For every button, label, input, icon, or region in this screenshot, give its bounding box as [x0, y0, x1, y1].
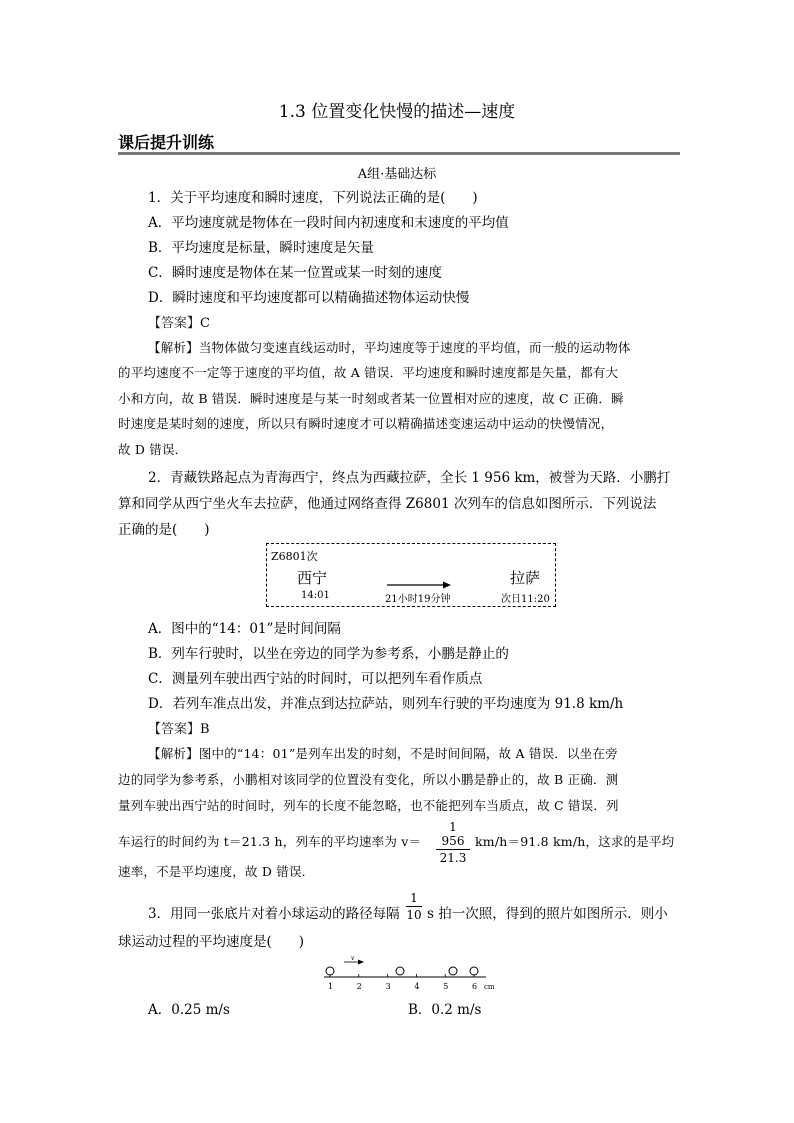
q2-answer-tag: 【答案】 — [148, 722, 201, 737]
q2-analysis-tag: 【解析】 — [148, 746, 199, 761]
q3-option-a: A．0.25 m/s — [148, 1002, 230, 1018]
q1-analysis-tag: 【解析】 — [148, 340, 199, 355]
ruler-tick-label: 6 — [472, 982, 478, 991]
ruler-unit: cm — [484, 983, 495, 991]
q1-option-a: A．平均速度就是物体在一段时间内初速度和末速度的平均值 — [148, 215, 509, 231]
departure-station: 西宁 — [297, 569, 328, 587]
q2-analysis-line-4-post: km/h＝91.8 km/h，这求的是平均 — [475, 834, 675, 849]
ball-photo-figure — [318, 956, 498, 996]
heading-divider — [118, 152, 680, 155]
q1-answer — [148, 312, 210, 331]
departure-time: 14:01 — [301, 590, 330, 601]
speed-fraction-denominator: 21.3 — [439, 851, 467, 865]
arrival-time: 次日11:20 — [501, 594, 550, 605]
q3-stem-line-2: 球运动过程的平均速度是( ) — [118, 934, 305, 950]
q3-option-b: B．0.2 m/s — [408, 1002, 482, 1018]
q1-stem: 1．关于平均速度和瞬时速度，下列说法正确的是( ) — [148, 190, 478, 206]
train-info-figure — [266, 543, 556, 607]
ruler-tick-label: 4 — [414, 982, 420, 991]
arrival-station: 拉萨 — [510, 569, 541, 587]
speed-fraction-numerator: 1 956 — [441, 820, 465, 848]
ball-position-4 — [470, 967, 478, 975]
section-heading: 课后提升训练 — [118, 133, 215, 152]
q2-analysis-line-4-pre: 车运行的时间约为 t＝21.3 h，列车的平均速率为 v＝ — [118, 834, 422, 849]
speed-fraction — [436, 820, 470, 865]
q1-answer-tag: 【答案】 — [148, 316, 201, 331]
interval-fraction — [406, 891, 422, 922]
q2-option-a: A．图中的“14：01”是时间间隔 — [148, 621, 341, 637]
velocity-label: v — [351, 956, 355, 962]
q1-answer-value: C — [200, 316, 210, 331]
page-title: 1.3 位置变化快慢的描述—速度 — [278, 102, 516, 122]
q1-analysis-line-1: 【解析】当物体做匀变速直线运动时，平均速度等于速度的平均值，而一般的运动物体 — [148, 340, 631, 355]
q2-stem-line-3: 正确的是( ) — [118, 522, 210, 538]
interval-fraction-denominator: 10 — [406, 908, 422, 922]
q2-analysis-line-5: 速率，不是平均速度，故 D 错误． — [118, 864, 315, 879]
q2-answer-value: B — [200, 722, 210, 737]
q3-stem-post: s 拍一次照，得到的照片如图所示．则小 — [427, 906, 668, 922]
q1-analysis-line-5: 故 D 错误． — [118, 442, 188, 457]
q2-answer — [148, 718, 210, 737]
q1-option-c: C．瞬时速度是物体在某一位置或某一时刻的速度 — [148, 265, 442, 281]
q2-option-b: B．列车行驶时，以坐在旁边的同学为参考系，小鹏是静止的 — [148, 646, 509, 662]
ruler-tick-label: 5 — [443, 982, 449, 991]
travel-arrow-icon — [387, 580, 451, 590]
interval-fraction-numerator: 1 — [410, 891, 418, 905]
q2-analysis-line-2: 边的同学为参考系，小鹏相对该同学的位置没有变化，所以小鹏是静止的，故 B 正确．测 — [118, 772, 619, 787]
ball-position-1 — [326, 967, 334, 975]
q2-analysis-line-3: 量列车驶出西宁站的时间时，列车的长度不能忽略，也不能把列车当质点，故 C 错误．列 — [118, 798, 619, 813]
ruler-tick-label: 3 — [385, 982, 391, 991]
group-heading: A组·基础达标 — [357, 167, 437, 182]
q2-stem-line-1: 2．青藏铁路起点为青海西宁，终点为西藏拉萨，全长 1 956 km，被誉为天路．小鹏打 — [148, 470, 671, 486]
q1-analysis-line-3: 小和方向，故 B 错误．瞬时速度是与某一时刻或者某一位置相对应的速度，故 C 正确．瞬 — [118, 391, 624, 406]
ball-position-2 — [396, 967, 404, 975]
q1-option-b: B．平均速度是标量，瞬时速度是矢量 — [148, 240, 374, 256]
q3-stem-pre: 3．用同一张底片对着小球运动的路径每隔 — [148, 906, 400, 922]
velocity-arrowhead — [358, 960, 364, 965]
travel-duration: 21小时19分钟 — [385, 594, 451, 605]
q1-analysis-line-4: 时速度是某时刻的速度，所以只有瞬时速度才可以精确描述变速运动中运动的快慢情况， — [118, 416, 614, 431]
ruler-tick-label: 1 — [328, 982, 334, 991]
q1-analysis-line-2: 的平均速度不一定等于速度的平均值，故 A 错误．平均速度和瞬时速度都是矢量，都有大 — [118, 365, 619, 380]
q2-option-d: D．若列车准点出发，并准点到达拉萨站，则列车行驶的平均速度为 91.8 km/h — [148, 696, 624, 712]
q2-option-c: C．测量列车驶出西宁站的时间时，可以把列车看作质点 — [148, 671, 483, 687]
ruler-tick-label: 2 — [356, 982, 362, 991]
q1-option-d: D．瞬时速度和平均速度都可以精确描述物体运动快慢 — [148, 290, 470, 306]
ball-position-3 — [449, 967, 457, 975]
train-code: Z6801次 — [271, 550, 318, 563]
q2-stem-line-2: 算和同学从西宁坐火车去拉萨，他通过网络查得 Z6801 次列车的信息如图所示．下列说法 — [118, 496, 657, 512]
q2-analysis-line-1: 【解析】图中的“14：01”是列车出发的时刻，不是时间间隔，故 A 错误．以坐在旁 — [148, 746, 618, 761]
